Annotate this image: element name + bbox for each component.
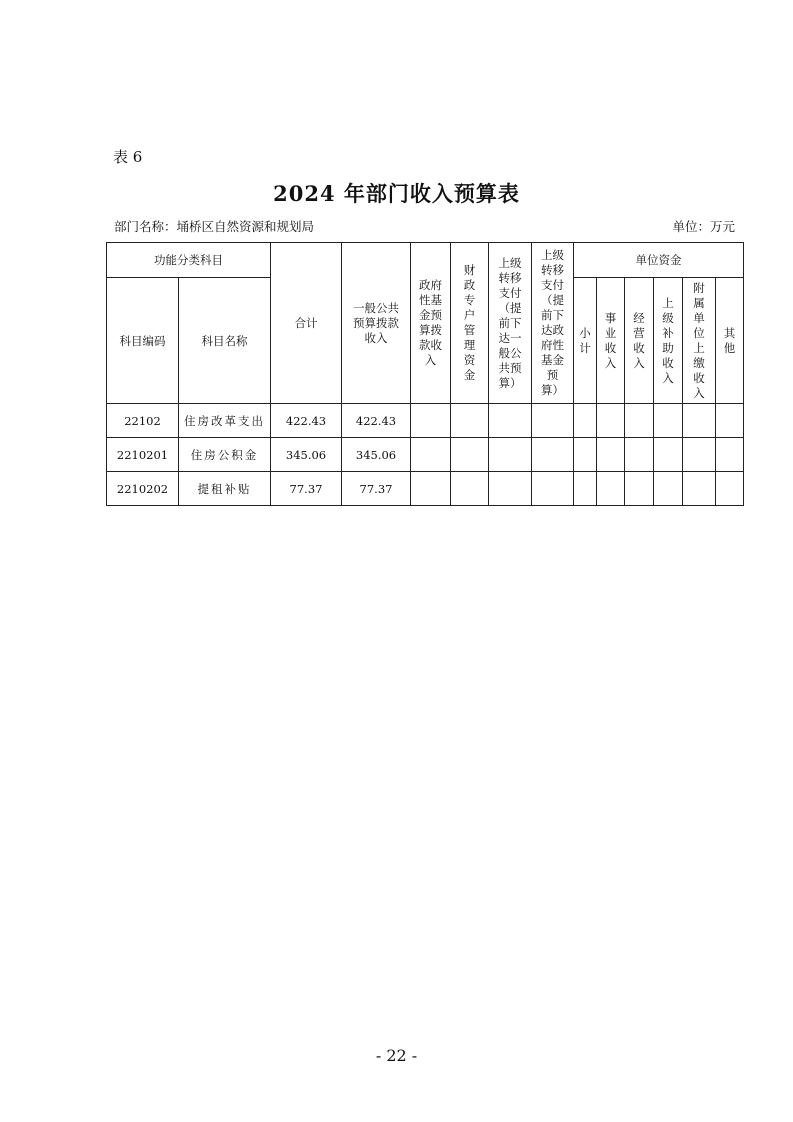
page-title: 2024 年部门收入预算表 <box>273 181 520 206</box>
empty-cell <box>625 438 654 472</box>
empty-cell <box>597 438 625 472</box>
empty-cell <box>451 404 489 438</box>
header-total: 合计 <box>271 243 342 404</box>
department-name: 部门名称：埇桥区自然资源和规划局 <box>114 219 315 234</box>
table-row <box>107 404 744 438</box>
header-superior-subsidy: 上级补助收入 <box>654 278 683 404</box>
revenue-budget-table <box>106 242 744 506</box>
row-name: 提租补贴 <box>179 472 271 506</box>
empty-cell <box>489 404 532 438</box>
header-affiliated: 附属单位上缴收入 <box>683 278 716 404</box>
header-code: 科目编码 <box>107 278 179 404</box>
table-row <box>107 438 744 472</box>
row-code: 22102 <box>107 404 179 438</box>
empty-cell <box>532 472 574 506</box>
empty-cell <box>597 472 625 506</box>
empty-cell <box>532 438 574 472</box>
empty-cell <box>654 438 683 472</box>
header-gov-fund: 政府性基金预算拨款收入 <box>411 243 451 404</box>
empty-cell <box>716 404 744 438</box>
header-unit-funds: 单位资金 <box>574 243 744 278</box>
header-business: 事业收入 <box>597 278 625 404</box>
empty-cell <box>411 404 451 438</box>
table-label: 表 6 <box>113 148 143 166</box>
empty-cell <box>574 438 597 472</box>
empty-cell <box>625 404 654 438</box>
header-transfer-general: 上级转移支付（提前下达一般公共预算） <box>489 243 532 404</box>
empty-cell <box>411 438 451 472</box>
empty-cell <box>683 438 716 472</box>
header-fiscal-special: 财政专户管理资金 <box>451 243 489 404</box>
row-code: 2210201 <box>107 438 179 472</box>
empty-cell <box>716 438 744 472</box>
empty-cell <box>625 472 654 506</box>
unit-label: 单位：万元 <box>672 219 735 234</box>
page-number: - 22 - <box>375 1046 418 1065</box>
header-other: 其他 <box>716 278 744 404</box>
empty-cell <box>489 472 532 506</box>
empty-cell <box>654 472 683 506</box>
header-transfer-fund: 上级转移支付（提前下达政府性基金预算） <box>532 243 574 404</box>
empty-cell <box>716 472 744 506</box>
empty-cell <box>597 404 625 438</box>
header-name: 科目名称 <box>179 278 271 404</box>
empty-cell <box>683 404 716 438</box>
empty-cell <box>574 404 597 438</box>
row-general-public: 77.37 <box>342 472 411 506</box>
header-func-class: 功能分类科目 <box>107 243 271 278</box>
row-general-public: 422.43 <box>342 404 411 438</box>
empty-cell <box>532 404 574 438</box>
empty-cell <box>451 438 489 472</box>
header-subtotal: 小计 <box>574 278 597 404</box>
row-general-public: 345.06 <box>342 438 411 472</box>
table-row <box>107 472 744 506</box>
empty-cell <box>451 472 489 506</box>
empty-cell <box>411 472 451 506</box>
empty-cell <box>489 438 532 472</box>
header-general-public: 一般公共预算拨款收入 <box>342 243 411 404</box>
row-total: 77.37 <box>271 472 342 506</box>
row-total: 345.06 <box>271 438 342 472</box>
empty-cell <box>683 472 716 506</box>
row-name: 住房改革支出 <box>179 404 271 438</box>
row-total: 422.43 <box>271 404 342 438</box>
empty-cell <box>574 472 597 506</box>
header-operating: 经营收入 <box>625 278 654 404</box>
row-code: 2210202 <box>107 472 179 506</box>
empty-cell <box>654 404 683 438</box>
row-name: 住房公积金 <box>179 438 271 472</box>
